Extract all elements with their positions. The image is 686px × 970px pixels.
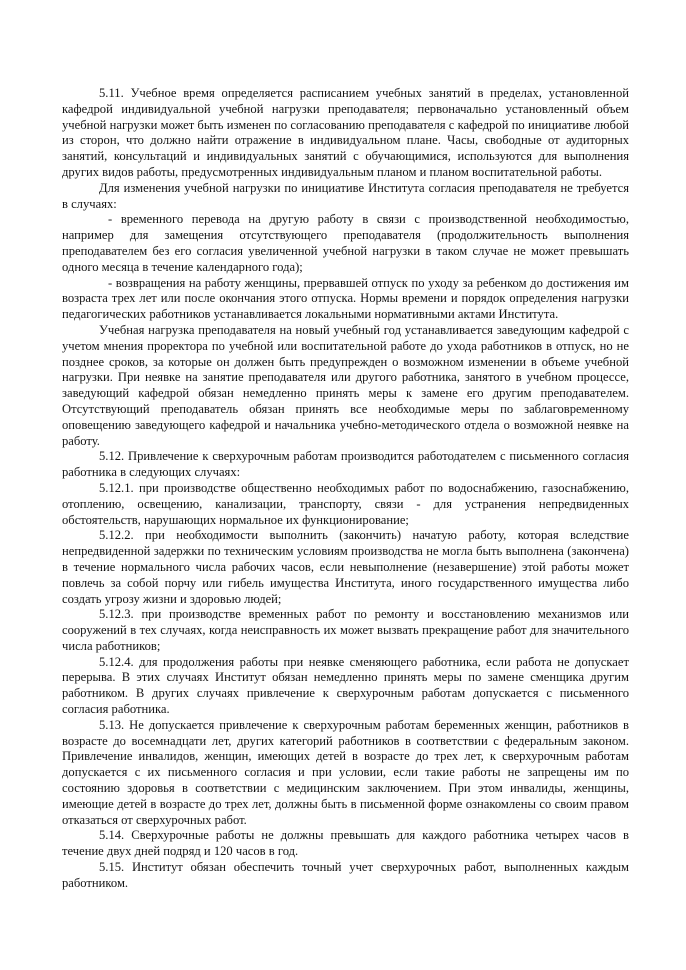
clause-5-12-2: 5.12.2. при необходимости выполнить (закончить) начатую работу, которая вследствие непредвиденной задержки по техническим условиям производства не могла быть выполнена (закончена) в течение нормального числа рабочих часов, если невыполнение (незавершение) этой работы может повлечь за собой порчу или гибель имущества Института, иного государственного имущества либо создать угрозу жизни и здоровью людей; [62,528,629,606]
document-text-block [62,86,629,892]
clause-5-12-3: 5.12.3. при производстве временных работ по ремонту и восстановлению механизмов или сооружений в тех случаях, когда неисправность их может вызвать прекращение работ для значительного числа работников; [62,607,629,653]
para-new-year-workload: Учебная нагрузка преподавателя на новый учебный год устанавливается заведующим кафедрой с учетом мнения проректора по учебной или воспитательной работе до ухода работников в отпуск, но не позднее сроков, за которые он должен быть предупрежден о возможном изменении в объеме учебной нагрузки. При неявке на занятие преподавателя или другого работника, занятого в учебном процессе, заведующий кафедрой обязан немедленно принять меры к замене его другим преподавателем. Отсутствующий преподаватель обязан принять все необходимые меры по заблаговременному оповещению заведующего кафедрой и начальника учебно-методического отдела о возможной неявке на работу. [62,322,629,448]
bullet-temporary-transfer: - временного перевода на другую работу в связи с производственной необходимостью, например для замещения отсутствующего преподавателя (продолжительность выполнения преподавателем без его согласия увеличенной учебной нагрузки в таком случае не может превышать одного месяца в течение календарного года); [62,212,629,274]
clause-5-14: 5.14. Сверхурочные работы не должны превышать для каждого работника четырех часов в течение двух дней подряд и 120 часов в год. [62,828,629,859]
para-workload-change-intro: Для изменения учебной нагрузки по инициативе Института согласия преподавателя не требуется в случаях: [62,180,629,211]
clause-5-12-4: 5.12.4. для продолжения работы при неявке сменяющего работника, если работа не допускает перерыва. В этих случаях Институт обязан немедленно принять меры по замене сменщика другим работником. В других случаях привлечение к сверхурочным работам допускается с письменного согласия работника. [62,654,629,717]
clause-5-13: 5.13. Не допускается привлечение к сверхурочным работам беременных женщин, работников в возрасте до восемнадцати лет, других категорий работников в соответствии с федеральным законом. Привлечение инвалидов, женщин, имеющих детей в возрасте до трех лет, к сверхурочным работам допускается с их письменного согласия и при условии, если такие работы не запрещены им по состоянию здоровья в соответствии с медицинским заключением. При этом инвалиды, женщины, имеющие детей в возрасте до трех лет, должны быть в письменной форме ознакомлены со своим правом отказаться от сверхурочных работ. [62,717,629,827]
clause-5-15: 5.15. Институт обязан обеспечить точный учет сверхурочных работ, выполненных каждым работником. [62,860,629,890]
bullet-return-from-leave: - возвращения на работу женщины, прервавшей отпуск по уходу за ребенком до достижения им возраста трех лет или после окончания этого отпуска. Нормы времени и порядок определения нагрузки педагогических работников устанавливается локальными нормативными актами Института. [62,275,629,322]
clause-5-11: 5.11. Учебное время определяется расписанием учебных занятий в пределах, установленной кафедрой индивидуальной учебной нагрузки преподавателя; первоначально установленный объем учебной нагрузки может быть изменен по согласованию преподавателя с кафедрой по инициативе любой из сторон, что должно найти отражение в индивидуальном плане. Часы, свободные от аудиторных занятий, консультаций и индивидуальных занятий с обучающимися, используются для выполнения других видов работы, предусмотренных индивидуальным планом и планом воспитательной работы. [62,86,629,179]
clause-5-12-1: 5.12.1. при производстве общественно необходимых работ по водоснабжению, газоснабжению, отоплению, освещению, канализации, транспорту, связи - для устранения непредвиденных обстоятельств, нарушающих нормальное их функционирование; [62,480,629,527]
clause-5-12: 5.12. Привлечение к сверхурочным работам производится работодателем с письменного согласия работника в следующих случаях: [62,449,629,480]
